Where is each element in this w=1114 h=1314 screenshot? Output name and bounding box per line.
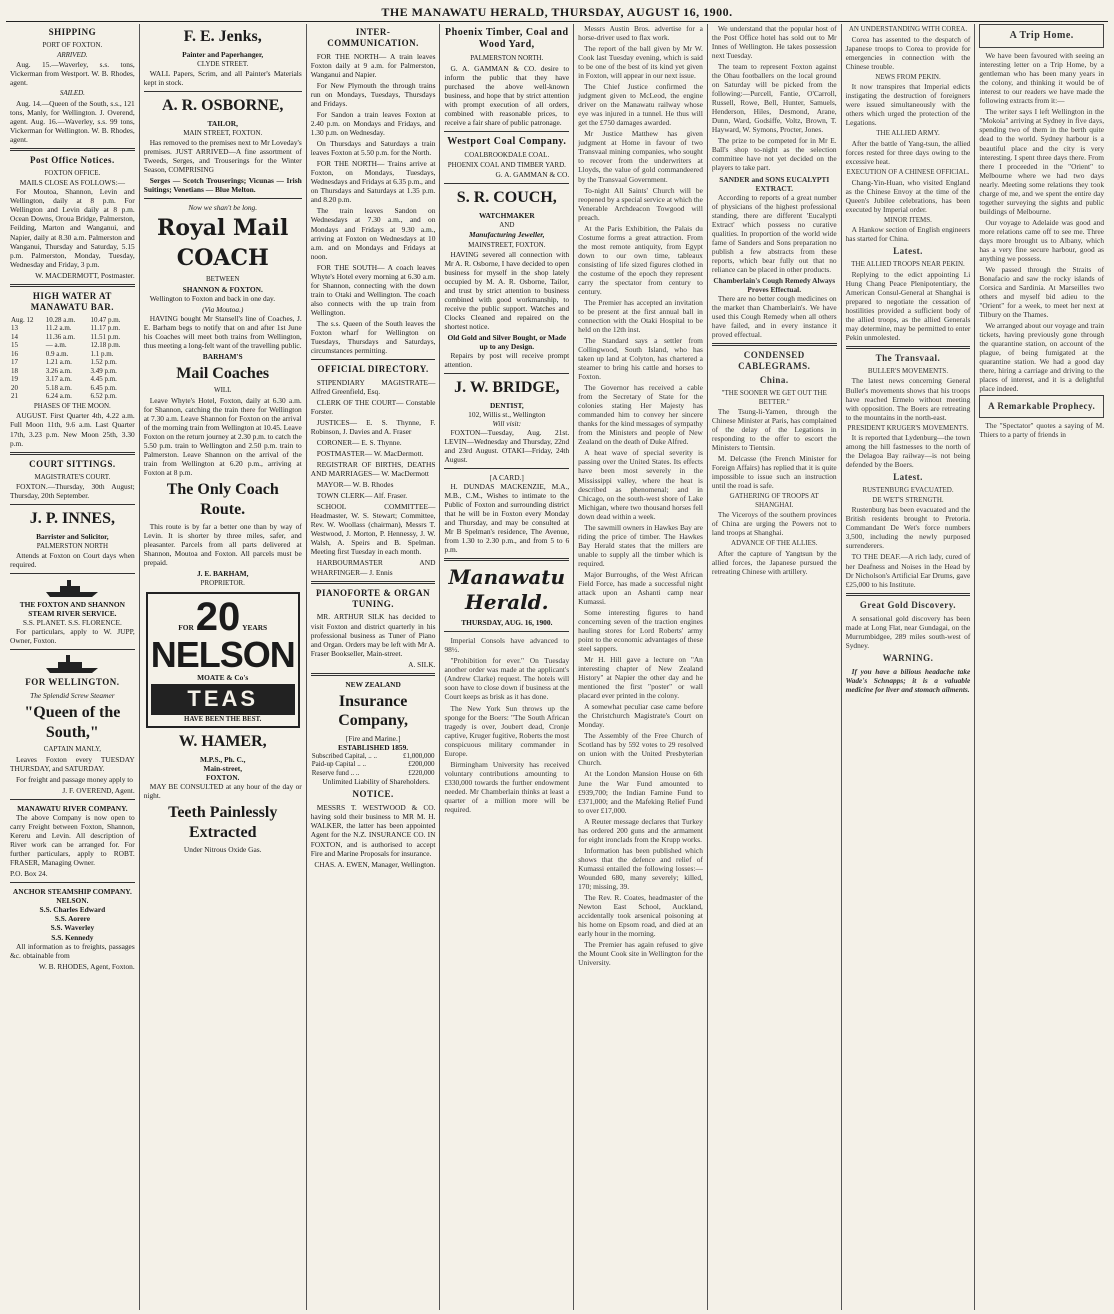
tide-row xyxy=(10,341,135,350)
established: ESTABLISHED 1859. xyxy=(338,742,409,752)
years-number: 20 xyxy=(195,594,241,639)
news-paragraph: Some interesting figures to hand concerning seven of the traction engines hauling stores for Lord Roberts' army point to the economic advantages of these steel sappers. xyxy=(578,607,703,654)
coach-text: Wellington to Foxton and back in one day. xyxy=(149,293,276,303)
news-paragraph: The team to represent Foxton against the Ohau footballers on the local ground on Saturday will be picked from the following:—Purcell, Fantie, O'Carroll, Russell, Rowe, Bell, Hunter, Samuels, Henderson, Hiles, Desmond, Arane, Dunn, Ward, Godsiffe, Voltz, Brown, T. Hayward, W. Symons, Procter, Jones. xyxy=(711,62,837,135)
official-item: CORONER— E. S. Thynne. xyxy=(316,438,402,448)
inter-paragraph: FOR THE NORTH— A train leaves Foxton daily at 9 a.m. for Palmerston, Wanganui and Napier. xyxy=(310,51,436,79)
capital-row xyxy=(311,760,436,769)
moate-brand: MOATE & Co's xyxy=(197,672,249,682)
tide-cell: 12.18 p.m. xyxy=(90,341,121,350)
news-paragraph: To-night All Saints' Church will be reopened by a special service at which the Venerable Archdeacon Towgood will preach. xyxy=(578,185,703,222)
post-office-title: Post Office Notices. xyxy=(29,154,115,165)
hamer-quals: M.P.S., Ph. C., xyxy=(199,754,246,764)
will: WILL xyxy=(213,386,232,395)
transvaal-title: The Transvaal. xyxy=(875,352,941,363)
river-company-text: The above Company is now open to carry Freight between Foxton, Shannon, Kereru and Levin. All description of River work can be arranged for. For further particulars, apply to ROBT. FRASER, Managing Owner. xyxy=(10,813,135,868)
only-coach-route: The Only Coach Route. xyxy=(166,481,279,518)
allied-troops-title: THE ALLIED TROOPS NEAR PEKIN. xyxy=(851,260,965,269)
buller-title: BULLER'S MOVEMENTS. xyxy=(867,366,949,375)
visit-label: Will visit: xyxy=(492,419,522,429)
advance-title: ADVANCE OF THE ALLIES. xyxy=(731,539,818,548)
post-mails-label: MAILS CLOSE AS FOLLOWS:— xyxy=(19,178,126,188)
news-paragraph: The New York Sun throws up the sponge for the Boers: "The South African tragedy is over, Joubert dead, Cronje captive, Kruger fugitive, Roberts the most conspicuous military commander in Europe. xyxy=(444,703,570,758)
inter-paragraph: For Sandon a train leaves Foxton at 2.40 p.m. on Mondays and Fridays, and 1.30 p.m. on Wednesday. xyxy=(310,110,436,138)
captain: CAPTAIN MANLY, xyxy=(43,745,102,754)
insurance-sub: [Fire and Marine.] xyxy=(345,733,401,743)
trip-paragraph: We have been favoured with seeing an interesting letter on a Trip Home, by a gentleman who has been many years in the colony, and thinking it would be of interest to our readers we have made the following extracts from it:— xyxy=(979,51,1105,106)
dewet-title: DE WET'S STRENGTH. xyxy=(872,495,944,504)
tide-row xyxy=(10,367,135,376)
capital-cell: £200,000 xyxy=(408,760,435,769)
column-7 xyxy=(842,24,976,1310)
news-paragraph: The prize to be competed for in Mr E. Ball's shop to-night as the selection committee have not yet decided on the players to take part. xyxy=(711,136,837,173)
tide-row xyxy=(10,324,135,333)
corea-text: Corea has assented to the despatch of Japanese troops to Corea to provide for emergencies in connection with the Chinese trouble. xyxy=(845,34,971,71)
phoenix-text: G. A. GAMMAN & CO. desire to inform the public that they have purchased the above well-known business, and hope that by strict attention with prompt execution of all orders, combined with reasonable prices, to receive a fair share of public patronage. xyxy=(444,63,570,128)
dentist: DENTIST, xyxy=(489,400,524,410)
col5-paragraphs xyxy=(578,24,703,222)
minor-text: A Hankow section of English engineers has started for China. xyxy=(845,225,971,244)
shipping-sub: PORT OF FOXTON. xyxy=(42,40,103,49)
only-text: This route is by far a better one than by way of Levin. It is shorter by three miles, safer, and pleasanter. Parcels from all parts delivered at Shannon, Moutoa and Foxton. All parcels must be prepaid. xyxy=(143,522,302,568)
teas-label: TEAS xyxy=(151,684,295,715)
innes-name: J. P. INNES, xyxy=(29,510,115,528)
westport-title: Westport Coal Company. xyxy=(447,136,567,148)
steam-boats: S.S. PLANET. S.S. FLORENCE. xyxy=(22,618,122,628)
gathering-title: GATHERING OF TROOPS AT SHANGHAI. xyxy=(729,492,819,509)
phoenix-yard: PHOENIX COAL AND TIMBER YARD. xyxy=(447,160,566,169)
osborne-street: MAIN STREET, FOXTON. xyxy=(183,128,263,137)
couch-name: S. R. COUCH, xyxy=(456,189,557,207)
westport-signature: G. A. GAMMAN & CO. xyxy=(495,170,570,180)
screw-steamer: The Splendid Screw Steamer xyxy=(30,691,115,701)
couch-text: HAVING severed all connection with Mr A. R. Osborne, I have decided to open business for myself in the shop lately occupied by M. A. R. Osborne, Tailor, and trust by strict attention to business combined with good workmanship, to receive the public support. Watches and Clocks Cleaned and repaired on the shortest notice. xyxy=(444,250,570,332)
news-paragraph: The report of the ball given by Mr W. Cook last Tuesday evening, which is said to be one of the best of its kind yet given in Foxton, will appear in our next issue. xyxy=(578,44,703,81)
teas-sub: HAVE BEEN THE BEST. xyxy=(184,714,262,723)
anchor-ships xyxy=(10,905,135,941)
column-3 xyxy=(307,24,441,1310)
news-paragraph: The Premier has accepted an invitation to be present at the first annual ball in connection with the Otaki Hospital to be held on the 12th inst. xyxy=(578,297,703,334)
post-office-text: For Moutoa, Shannon, Levin and Wellington, daily at 8 p.m. For Wellington and Levin daily at 8 p.m. Ocean Downs, Oroua Bridge, Palmerston, Feilding, Marton and Wanganui, and Napier, daily at 8.30 a.m. Palmerston and Wanganui, Thursday and Saturday, 5.15 p.m. Palmerston, Monday, Tuesday, Wednesday and Friday, 3 p.m. xyxy=(10,187,135,269)
visits: FOXTON—Tuesday, Aug. 21st. LEVIN—Wednesday and Thursday, 22nd and 23rd August. OTAKI—Friday, 24th August. xyxy=(444,428,570,465)
arrived-label: ARRIVED. xyxy=(57,50,88,59)
arrived-text: Aug. 15.—Waverley, s.s. tons, Vickerman from Westport. W. B. Rhodes, agent. xyxy=(10,60,135,88)
hamer-name: W. HAMER, xyxy=(178,733,267,751)
insurance-title: Insurance Company, xyxy=(338,692,408,730)
notice-title: NOTICE. xyxy=(352,789,394,800)
remarkable-text: The "Spectator" quotes a saying of M. Thiers to a party of friends in xyxy=(979,421,1105,440)
ready-line: Now we shan't be long. xyxy=(188,203,258,213)
capital-cell: £220,000 xyxy=(408,768,435,777)
sooner-text: The Tsung-li-Yamen, through the Chinese Minister at Paris, has complained of the delay of the Legations in responding to the offer to escort the Ministers to Tientsin. xyxy=(711,407,837,453)
tide-cell: 17 xyxy=(11,358,18,367)
teeth-heading: Teeth Painlessly Extracted xyxy=(168,804,278,841)
latest-2: Latest. xyxy=(893,472,923,483)
for-label: FOR xyxy=(178,622,194,632)
silk-signature: A. SILK. xyxy=(408,659,436,669)
anchor-title: ANCHOR STEAMSHIP COMPANY. xyxy=(12,887,132,897)
barham-heading: BARHAM'S xyxy=(202,351,243,361)
tide-table xyxy=(10,316,135,401)
piano-text: MR. ARTHUR SILK has decided to visit Foxton and district quarterly in his professional business as Tuner of Piano and Organ. Orders may be left with Mr A. Fraser Bookseller, Main-street. xyxy=(310,612,436,658)
royal-mail: Royal Mail xyxy=(157,215,289,242)
steamship-icon xyxy=(42,578,102,598)
anchor-ship: S.S. Waverley xyxy=(50,923,95,933)
official-list xyxy=(311,378,436,577)
queen-of-south: "Queen of the South," xyxy=(24,704,121,741)
hamer-street: Main-street, xyxy=(203,763,243,773)
between: BETWEEN xyxy=(206,275,240,284)
column-1 xyxy=(6,24,140,1310)
kruger-title: PRESIDENT KRUGER'S MOVEMENTS. xyxy=(847,423,969,432)
warning-text: If you have a bilious headache take Wade's Schnapps; it is a valuable medicine for liver and stomach ailments. xyxy=(845,666,971,694)
nz-label: NEW ZEALAND xyxy=(345,679,401,689)
watchmaker: WATCHMAKER xyxy=(478,210,535,220)
buller-text: The latest news concerning General Buller's movements shows that his troops have reached Ermelo without meeting with opposition. The Boers are retreating to the mountains in the north-east. xyxy=(845,376,971,422)
tide-cell: 11.36 a.m. xyxy=(45,332,76,341)
tide-cell: 1.21 a.m. xyxy=(45,358,72,367)
inter-list xyxy=(311,52,436,355)
jenks-text: WALL Papers, Scrim, and all Painter's Materials kept in stock. xyxy=(143,69,302,88)
news-list xyxy=(444,636,569,814)
hamer-town: FOXTON. xyxy=(206,772,240,782)
gathering-text: The Viceroys of the southern provinces of China are urging the Powers not to land troops at Shanghai. xyxy=(711,510,837,538)
teeth-sub: Under Nitrous Oxide Gas. xyxy=(183,845,262,855)
tide-cell: 4.45 p.m. xyxy=(90,375,117,384)
tide-row xyxy=(10,392,135,401)
tide-cell: 0.9 a.m. xyxy=(45,349,69,358)
liability: Unlimited Liability of Shareholders. xyxy=(322,777,430,787)
mail-text: Leave Whyte's Hotel, Foxton, daily at 6.30 a.m. for Shannon, catching the train there for Wellington at 7.30 a.m. Leave Shannon for Foxton on the arrival of the morning train from Wellington at 10.45. Leave Foxton on the return journey at 2.30 p.m. to catch the 5.50 p.m. train to Wellington and 2.50 p.m. train to Palmerston. Leave Shannon on the arrival of the train from Wellington at 6.20 p.m., arriving at Foxton at 8 p.m. xyxy=(143,395,302,478)
piano-title: PIANOFORTE & ORGAN TUNING. xyxy=(316,587,431,609)
kruger-text: It is reported that Lydenburg—the town among the hill fastnesses to the north of the Delagoa Bay railway—is not being defended by the Boers. xyxy=(845,433,971,470)
jenks-street: CLYDE STREET. xyxy=(197,59,249,68)
tide-cell: 6.24 a.m. xyxy=(45,392,72,401)
tide-cell: Aug. 12 xyxy=(11,315,34,324)
tide-row xyxy=(10,316,135,325)
official-item: HARBOURMASTER AND WHARFINGER— J. Ennis xyxy=(310,558,436,577)
court-title: COURT SITTINGS. xyxy=(29,458,116,469)
allied-title: THE ALLIED ARMY. xyxy=(876,129,940,138)
tide-cell: 5.18 a.m. xyxy=(45,383,72,392)
deaf-text: TO THE DEAF.—A rich lady, cured of her Deafness and Noises in the Head by Dr Nicholson's Artificial Ear Drums, gave £25,000 to his Institute. xyxy=(845,552,971,589)
tide-row xyxy=(10,358,135,367)
remarkable-box xyxy=(979,395,1104,418)
anchor-ship: S.S. Aorere xyxy=(54,914,90,924)
tide-cell: 16 xyxy=(11,349,18,358)
post-office-sub: FOXTON OFFICE. xyxy=(44,168,101,177)
news-paragraph: The sawmill owners in Hawkes Bay are riding the price of timber. The Hawkes Bay Herald states that the millers are unable to supply all the timber which is required. xyxy=(578,522,703,568)
news-paragraph: The Premier has again refused to give the Mount Cook site in Wellington for the University. xyxy=(578,940,703,968)
official-item: POSTMASTER— W. MacDermott. xyxy=(316,449,424,459)
minor-title: MINOR ITEMS. xyxy=(884,215,932,224)
sailed-label: SAILED. xyxy=(59,89,85,98)
tide-cell: 3.49 p.m. xyxy=(90,366,117,375)
capital-table xyxy=(311,752,436,778)
trip-paragraph: Our voyage to Adelaide was good and more relations came off to see me. Three days more brought us to Albany, which has a very fine secure harbour, good as anything we possess. xyxy=(979,217,1105,263)
proprietor: PROPRIETOR. xyxy=(200,579,245,588)
herald-masthead: Manawatu Herald. xyxy=(448,565,566,614)
tide-cell: — a.m. xyxy=(45,341,67,350)
sooner-title: "THE SOONER WE GET OUT THE BETTER." xyxy=(721,388,827,406)
dewet-text: Rustenburg has been evacuated and the British residents brought to Pretoria. Commandant De Wet's force numbers 3,500, including the newly purposed surrenderers. xyxy=(845,505,971,551)
latest-1: Latest. xyxy=(893,246,923,257)
column-8 xyxy=(975,24,1108,1310)
moon-title: PHASES OF THE MOON. xyxy=(33,401,111,410)
delcasse-text: M. Delcasse (the French Minister for Foreign Affairs) has replied that it is quite impossible to issue such an instruction until the road is safe. xyxy=(711,454,837,491)
bridge-address: 102, Willis st., Wellington xyxy=(468,410,546,419)
execution-text: Chang-Yin-Huan, who visited England as the Chinese Envoy at the time of the Queen's Jubilee celebrations, has been executed by Imperial order. xyxy=(845,177,971,214)
river-company-title: MANAWATU RIVER COMPANY. xyxy=(17,804,128,814)
tide-cell: 1.52 p.m. xyxy=(90,358,117,367)
sander-text: According to reports of a great number of physicians of the highest professional standing, there are different 'Eucalypti Extract' which possess no curative qualities. In proportion of the world wide fame of Sanders and Sons preparation no publish a few abstracts from these reports, which bear fully out that no reliance can be placed in other products. xyxy=(711,192,837,274)
col6-paragraphs xyxy=(712,24,837,173)
steamship-icon xyxy=(42,654,102,674)
capital-row xyxy=(311,769,436,778)
news-paragraph: Birmingham University has received voluntary contributions amounting to £330,000 towards the further endowment needed. Mr Chamberlain thinks at least a quarter of a million more will be required. xyxy=(444,759,570,814)
official-item: SCHOOL COMMITTEE— Headmaster, W. S. Stewart; Committee, Rev. W. Woollass (chairman), Messrs T. Westwood, J. Morton, P. Hennessy, J. W. Walsh, A. Speirs and B. Spelman. Meeting first Tuesday in each month. xyxy=(310,502,436,557)
innes-place: PALMERSTON NORTH xyxy=(36,541,109,550)
mackenzie-text: H. DUNDAS MACKENZIE, M.A., M.B., C.M., Wishes to intimate to the Public of Foxton and surrounding district that he will be in Foxton every Monday and Thursday, and may be consulted at Mr B Spelman's residence, The Avenue, from 1.30 to 2.30 p.m., and from 5 to 6 p.m. xyxy=(444,482,570,555)
gold-text: Repairs by post will receive prompt attention. xyxy=(444,351,570,370)
capital-cell: £1,000,000 xyxy=(402,751,435,760)
jenks-name: F. E. Jenks, xyxy=(183,28,262,45)
tide-cell: 20 xyxy=(11,383,18,392)
official-item: REGISTRAR OF BIRTHS, DEATHS AND MARRIAGES— W. MacDermott xyxy=(310,460,436,479)
steam-service-title: THE FOXTON AND SHANNON STEAM RIVER SERVICE. xyxy=(19,600,125,619)
tide-cell: 11.17 p.m. xyxy=(90,324,121,333)
osborne-role: TAILOR, xyxy=(207,118,238,128)
tide-cell: 11.51 p.m. xyxy=(90,332,121,341)
osborne-goods: Serges — Scotch Trouserings; Vicunas — Irish Suitings; Venetians — Blue Melton. xyxy=(143,176,302,195)
pekin-text: It now transpires that Imperial edicts instigating the destruction of foreigners were issued simultaneously with the others which urged the protection of the Legations. xyxy=(845,82,971,128)
news-paragraph: A somewhat peculiar case came before the Christchurch Magistrate's Court on Monday. xyxy=(578,702,703,730)
news-paragraph: A heat wave of special severity is passing over the United States. Its effects have been most severely in the Mississippi valley, where the heat is described as phenomenal; and in Chicago, on the south-west shore of Lake Michigan, where two thousand horses fell down dead within a week. xyxy=(578,448,703,521)
news-paragraph: Messrs Austin Bros. advertise for a horse-driver used to flax work. xyxy=(578,24,703,43)
news-paragraph: Major Burroughs, of the West African Field Force, has made a successful night attack upon an Ashanti camp near Kumassi. xyxy=(578,569,703,606)
wellington-title: FOR WELLINGTON. xyxy=(25,677,120,688)
news-paragraph: The Governor has received a cable from the Secretary of State for the colonies stating Her Majesty has commanded him to convey her sincere thanks for the kind messages of sympathy from the Ministers and people of New Zealand on the death of Duke Alfred. xyxy=(578,383,703,447)
advance-text: After the capture of Yangtsun by the allied forces, the Japanese pursued the retreating Chinese with artillery. xyxy=(711,549,837,577)
official-item: JUSTICES— E. S. Thynne, F. Robinson, J. Davies and A. Fraser xyxy=(310,418,436,437)
herald-date: THURSDAY, AUG. 16, 1900. xyxy=(461,618,553,628)
shannon-foxton: SHANNON & FOXTON. xyxy=(182,284,263,294)
official-item: TOWN CLERK— Alf. Fraser. xyxy=(316,491,408,501)
official-title: OFFICIAL DIRECTORY. xyxy=(317,363,429,374)
trip-box xyxy=(979,24,1104,48)
jeweller: Manufacturing Jeweller, xyxy=(469,230,545,240)
moon-text: AUGUST. First Quarter 4th, 4.22 a.m. Full Moon 11th, 9.6 a.m. Last Quarter 17th, 3.23 p.m. New Moon 25th, 3.30 p.m. xyxy=(10,411,135,448)
capital-row xyxy=(311,752,436,761)
court-sub: MAGISTRATE'S COURT. xyxy=(34,472,111,481)
news-paragraph: A Reuter message declares that Turkey has ordered 200 guns and the armament for eight ironclads from the Krupp works. xyxy=(578,816,703,844)
via: (Via Moutoa.) xyxy=(202,304,244,314)
queen-text-2: For freight and passage money apply to xyxy=(16,775,133,785)
post-office-signature: W. MACDERMOTT, Postmaster. xyxy=(35,270,135,280)
barham-name: J. E. BARHAM, xyxy=(196,569,249,579)
phoenix-title: Phoenix Timber, Coal and Wood Yard, xyxy=(445,27,569,51)
official-item: STIPENDIARY MAGISTRATE— Alfred Greenfield, Esq. xyxy=(310,377,436,396)
trip-title: A Trip Home. xyxy=(1009,30,1074,41)
card-label: [A CARD.] xyxy=(489,473,524,483)
osborne-name: A. R. OSBORNE, xyxy=(162,97,284,115)
condensed-title: CONDENSED CABLEGRAMS. xyxy=(738,350,811,372)
inter-paragraph: The train leaves Sandon on Wednesdays at 7.30 a.m., and on Mondays and Fridays at 9.30 a.m., arriving at Foxton on Wednesdays at 10 a.m. and on Mondays and Fridays at noon. xyxy=(310,206,436,261)
trip-paragraph: We passed through the Straits of Bonafacio and saw the rocky islands of Corsica and Sardinia. At Marseilles two others and myself bid adieu to the "Orient" for a week, to meet her next at Tilbury on the Thames. xyxy=(979,264,1105,320)
anchor-text: All information as to freights, passages &c. obtainable from xyxy=(10,941,135,960)
tide-row xyxy=(10,375,135,384)
tide-cell: 18 xyxy=(11,366,18,375)
inter-paragraph: FOR THE SOUTH— A coach leaves Whyte's Hotel every morning at 6.30 a.m. for Shannon, connecting with the down train to Otaki and Wellington. The coach also connects with the up train from Wellington. xyxy=(310,262,436,317)
nelson-brand: NELSON xyxy=(150,633,295,675)
anchor-ship: S.S. Charles Edward xyxy=(39,905,106,915)
anchor-ship: S.S. Kennedy xyxy=(51,932,94,942)
mail-coaches: Mail Coaches xyxy=(176,364,270,382)
tide-row xyxy=(10,384,135,393)
tide-cell: 6.45 p.m. xyxy=(90,383,117,392)
trip-paragraph: We arranged about our voyage and train tickets, having previously gone through the quarantine station, on account of the plague, of being fumigated at the quarantine station. We had a good day there, hiring a carriage and driving to the places of interest, and it is a delightful place indeed. xyxy=(979,321,1105,394)
capital-cell: Reserve fund .. .. xyxy=(311,768,360,777)
column-2 xyxy=(140,24,307,1310)
po-box: P.O. Box 24. xyxy=(10,869,48,879)
tide-cell: 6.52 p.m. xyxy=(90,392,117,401)
nelson-teas-ad xyxy=(146,592,300,728)
years-label: YEARS xyxy=(242,622,268,632)
remarkable-title: A Remarkable Prophecy. xyxy=(988,401,1096,412)
capital-cell: Subscribed Capital, .. .. xyxy=(311,751,378,760)
news-paragraph: At the London Mansion House on 6th June the War Fund amounted to £939,700; the Indian Famine Fund to £371,000; and the Mafeking Relief Fund to over £17,000. xyxy=(578,769,703,815)
sander-title: SANDER and SONS EUCALYPTI EXTRACT. xyxy=(719,174,830,193)
hamer-text: MAY BE CONSULTED at any hour of the day or night. xyxy=(143,781,302,800)
notice-signature: CHAS. A. EWEN, Manager, Wellington. xyxy=(314,859,436,869)
inter-paragraph: On Thursdays and Saturdays a train leaves Foxton at 5.50 p.m. for the North. xyxy=(310,139,436,158)
inter-paragraph: The s.s. Queen of the South leaves the Foxton wharf for Wellington on Tuesdays, Thursdays and Saturdays, circumstances permitting. xyxy=(310,318,436,355)
china-title: China. xyxy=(759,375,789,385)
couch-street: MAINSTREET, FOXTON. xyxy=(468,240,546,249)
anchor-signature: W. B. RHODES, Agent, Foxton. xyxy=(38,961,135,971)
tide-title: HIGH WATER AT MANAWATU BAR. xyxy=(30,290,115,312)
news-paragraph: The Rev. R. Coates, headmaster of the Newton East School, Auckland, accidentally took arsenical poisoning at his home on Epsom road, and died at an early hour in the morning. xyxy=(578,892,703,938)
tide-cell: 10.28 a.m. xyxy=(45,315,76,324)
tide-cell: 1.1 p.m. xyxy=(90,349,114,358)
news-paragraph: Imperial Consols have advanced to 98½. xyxy=(444,636,570,655)
sailed-text: Aug. 14.—Queen of the South, s.s., 121 tons, Manly, for Wellington. J. Overend, agent. Aug. 16.—Waverley, s.s. 99 tons, Vickerman for Wellington. W. B. Rhodes, agent. xyxy=(10,98,135,144)
inter-paragraph: For New Plymouth the through trains run on Mondays, Tuesdays, Thursdays and Fridays. xyxy=(310,81,436,109)
gold-text: A sensational gold discovery has been made at Long Flat, near Gundagai, on the Murrumbidgee, 289 miles south-west of Sydney. xyxy=(845,613,971,650)
gold-heading: Old Gold and Silver Bought, or Made up to any Design. xyxy=(447,333,567,352)
anchor-line: NELSON. xyxy=(56,896,89,906)
notice-text: MESSRS T. WESTWOOD & CO. having sold their business to MR M. H. WALKER, the latter has been appointed Agent for the N.Z. INSURANCE CO. IN FOXTON, and is authorised to accept Fire and Marine Proposals for insurance. xyxy=(310,803,436,858)
queen-text: Leaves Foxton every TUESDAY THURSDAY, and SATURDAY. xyxy=(10,754,135,774)
shipping-title: SHIPPING xyxy=(48,27,97,37)
steam-text: For particulars, apply to W. JUPP, Owner, Foxton. xyxy=(10,627,135,646)
masthead: THE MANAWATU HERALD, THURSDAY, AUGUST 16, 1900. xyxy=(6,4,1108,22)
innes-role: Barrister and Solicitor, xyxy=(36,531,109,541)
news-paragraph: "Prohibition for ever." On Tuesday another order was made at the applicant's (Andrew Clarke) request. The hotels will soon have to close down if business at the Court keeps as brisk as it has done. xyxy=(444,656,570,702)
tide-cell: 15 xyxy=(11,341,18,350)
column-4 xyxy=(440,24,574,1310)
chamberlain-text: There are no better cough medicines on the market than Chamberlain's. We have used this Cough Remedy when all others have failed, and in every instance it proved effectual. xyxy=(711,293,837,340)
news-paragraph: Mr H. Hill gave a lecture on "An interesting chapter of New Zealand History" at Napier the other day and he mentioned the first "poster" or wall placard ever printed in the colony. xyxy=(578,655,703,701)
pekin-title: NEWS FROM PEKIN. xyxy=(875,72,941,81)
tide-cell: 3.17 a.m. xyxy=(45,375,72,384)
osborne-text: Has removed to the premises next to Mr Loveday's premises. JUST ARRIVED—A fine assortment of Tweeds, Serges, and Trouserings for the Winter Season, COMPRISING xyxy=(143,138,302,175)
tide-cell: 21 xyxy=(11,392,18,401)
tide-cell: 3.26 a.m. xyxy=(45,366,72,375)
news-paragraph: The Chief Justice confirmed the judgment given to McLeod, the engine driver on the Manawatu railway whose eye was injured in a tunnel. He thus will get the £750 damages awarded. xyxy=(578,82,703,128)
corea-title: AN UNDERSTANDING WITH COREA. xyxy=(848,25,968,33)
bridge-name: J. W. BRIDGE, xyxy=(454,379,560,397)
westport-sub: COALBROOKDALE COAL. xyxy=(464,151,550,160)
column-5 xyxy=(574,24,708,1310)
trip-paragraphs xyxy=(979,51,1104,393)
col5-paragraphs-2 xyxy=(578,224,703,967)
overend-signature: J. F. OVEREND, Agent. xyxy=(62,786,135,796)
trip-paragraph: The writer says I left Wellington in the "Mokoia" arriving at Sydney in five days, spending two of them in the berth quite dead to the world. Sydney harbour is a beautiful place and the city is very interesting. I spent three days there. From there I proceeded in the "Orient" to Melbourne where we had two days nearly. Meeting some relations they took charge of me, and we spent the entire day together surveying the sights and public buildings of Melbourne. xyxy=(979,107,1105,216)
allied-text: After the battle of Yang-tsun, the allied forces rested for three days owing to the excessive heat. xyxy=(845,138,971,166)
news-paragraph: The Standard says a settler from Collingwood, South Island, who has taken up land at Colyton, has chartered a steamer to bring his cattle and horses to Foxton. xyxy=(578,336,703,382)
chamberlain-title: Chamberlain's Cough Remedy Always Proves Effectual. xyxy=(713,275,836,294)
news-paragraph: Mr Justice Matthew has given judgment at Home in favour of two Transvaal mining companies, who sought to recover from the underwriters at Lloyds, the value of gold commandeered by the Transvaal Government. xyxy=(578,129,703,184)
tide-cell: 10.47 p.m. xyxy=(90,315,121,324)
innes-text: Attends at Foxton on Court days when required. xyxy=(10,551,135,570)
phoenix-place: PALMERSTON NORTH. xyxy=(470,54,544,63)
news-paragraph: We understand that the popular host of the Post Office hotel has sold out to Mr Innes of Wellington. He takes possession next Tuesday. xyxy=(711,24,837,61)
coach: COACH xyxy=(176,245,269,272)
news-paragraph: At the Paris Exhibition, the Palais du Costume forms a great attraction. From the most remote antiquity, from Egypt down to our own time, tableaux consisting of life sized figures clothed in the costume of the epoch they represent carry the spectator from century to century. xyxy=(578,223,703,296)
jenks-role: Painter and Paperhanger, xyxy=(182,49,264,59)
inter-title: INTER-COMMUNICATION. xyxy=(327,27,419,48)
official-item: MAYOR— W. B. Rhodes xyxy=(316,480,394,490)
warning-title: WARNING. xyxy=(882,652,934,663)
capital-cell: Paid-up Capital .. .. xyxy=(311,760,366,769)
rustenburg-title: RUSTENBURG EVACUATED. xyxy=(862,486,954,495)
tide-cell: 19 xyxy=(11,375,18,384)
tide-cell: 14 xyxy=(11,332,18,341)
tide-cell: 13 xyxy=(11,324,18,333)
news-paragraph: Information has been published which shows that the defence and relief of Kumassi entailed the following losses:—Wounded 680, many severely; killed, 170; missing, 39. xyxy=(578,845,703,891)
court-text: FOXTON.—Thursday, 30th August; Thursday, 20th September. xyxy=(10,482,135,501)
and-label: AND xyxy=(499,220,515,229)
tide-row xyxy=(10,333,135,342)
column-6 xyxy=(708,24,842,1310)
inter-paragraph: FOR THE NORTH— Trains arrive at Foxton, on Mondays, Tuesdays, Wednesdays and Fridays at 6.35 p.m., and on Thursdays and Saturdays at 1.35 p.m. and 8.20 p.m. xyxy=(310,159,436,205)
news-paragraph: The Assembly of the Free Church of Scotland has by 592 votes to 29 resolved on union with the United Presbyterian Church. xyxy=(578,731,703,768)
gold-title: Great Gold Discovery. xyxy=(859,599,956,610)
coach-text-2: HAVING bought Mr Stansell's line of Coaches, J. E. Barham begs to notify that on and after 1st June his Coaches will meet both trains from Wellington, thus meeting a long-felt want of the travelling public. xyxy=(143,313,302,350)
execution-title: EXECUTION OF A CHINESE OFFICIAL. xyxy=(846,167,970,176)
tide-cell: 11.2 a.m. xyxy=(45,324,72,333)
allied-troops-text: Replying to the edict appointing Li Hung Chang Peace Plenipotentiary, the American Consul-General at Shanghai is prepared to negotiate the cessation of hostilities provided a sufficient body of the allied troops, as the allied Generals may determine, may be permitted to enter Pekin unmolested. xyxy=(845,269,971,342)
tide-row xyxy=(10,350,135,359)
official-item: CLERK OF THE COURT— Constable Forster. xyxy=(310,397,436,416)
